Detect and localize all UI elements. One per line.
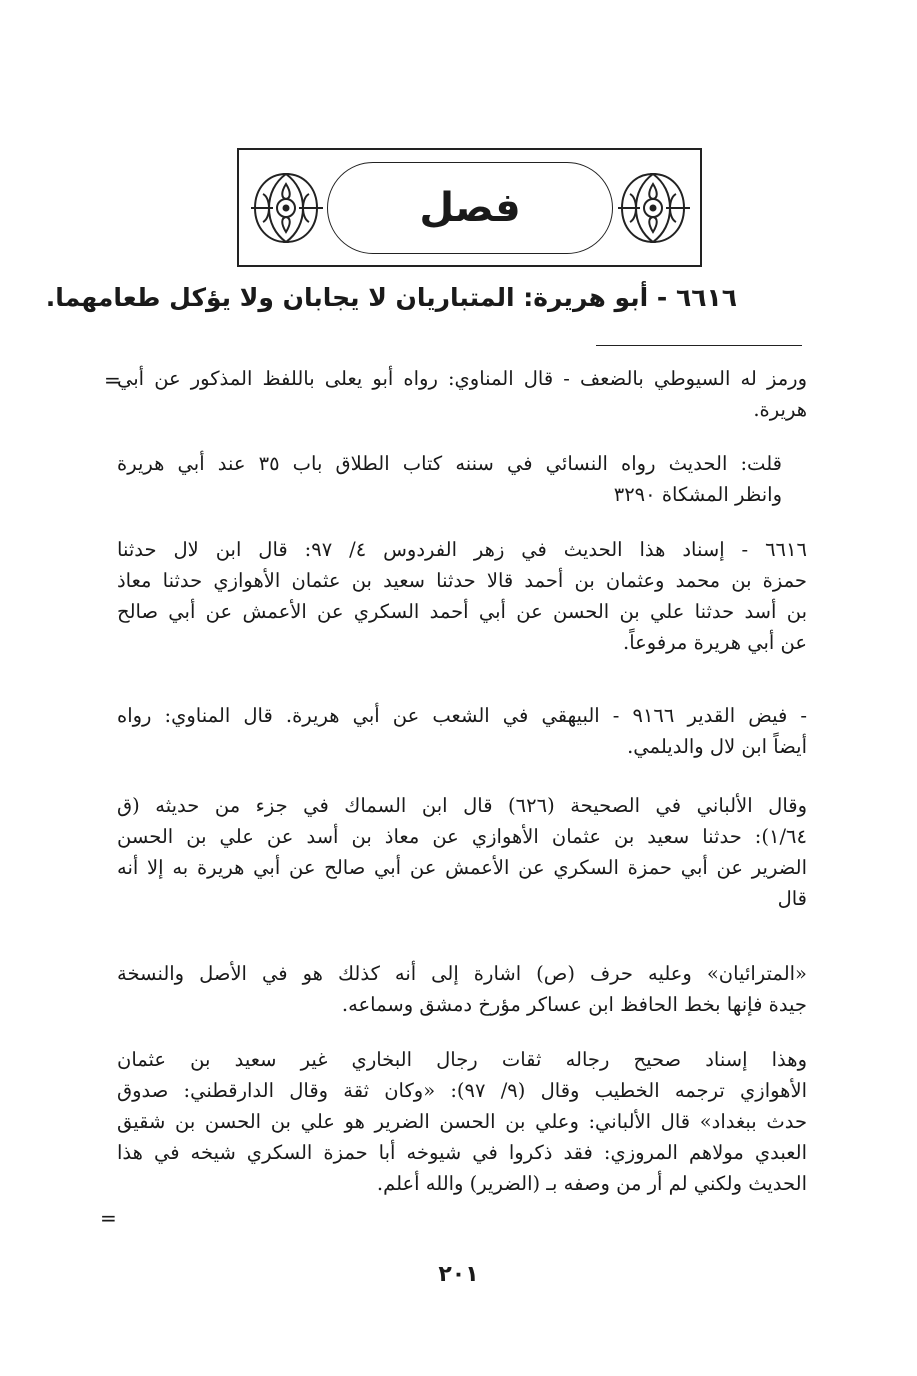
text-line: ٦٦١٦ - إسناد هذا الحديث في زهر الفردوس ٤/ ٩٧: قال ابن لال حدثنا — [117, 538, 807, 561]
text-line: الضرير عن أبي حمزة السكري عن الأعمش عن أبي صالح عن أبي هريرة به إلا أنه — [117, 856, 807, 879]
arabesque-ornament-right-icon — [610, 164, 696, 252]
text-line: أيضاً ابن لال والديلمي. — [627, 735, 807, 758]
text-line: حمزة بن محمد وعثمان بن أحمد قالا حدثنا سعيد بن عثمان الأهوازي حدثنا معاذ — [117, 569, 807, 592]
footnote-paragraph-2 — [117, 448, 782, 510]
section-title: فصل — [419, 185, 521, 231]
text-line: جيدة فإنها بخط الحافظ ابن عساكر مؤرخ دمشق وسماعه. — [341, 993, 807, 1016]
footnote-paragraph-4 — [117, 700, 807, 762]
footnote-paragraph-7 — [117, 1044, 807, 1199]
footnote-paragraph-5 — [117, 790, 807, 914]
text-line: - فيض القدير ٩١٦٦ - البيهقي في الشعب عن أبي هريرة. قال المناوي: رواه — [117, 704, 807, 727]
text-line: ورمز له السيوطي بالضعف - قال المناوي: رواه أبو يعلى باللفظ المذكور عن أبي — [117, 367, 807, 390]
text-line: قلت: الحديث رواه النسائي في سننه كتاب الطلاق باب ٣٥ عند أبي هريرة — [117, 452, 782, 475]
footnote-paragraph-6 — [117, 958, 807, 1020]
text-line: ١/٦٤): حدثنا سعيد بن عثمان الأهوازي عن معاذ بن أسد عن علي بن الحسن — [117, 825, 807, 848]
section-frame — [237, 148, 702, 267]
text-line: وهذا إسناد صحيح رجاله ثقات رجال البخاري غير سعيد بن عثمان — [117, 1048, 807, 1071]
text-line: قال — [777, 887, 807, 910]
footnote-paragraph-3 — [117, 534, 807, 658]
section-title-cartouche — [327, 162, 613, 254]
text-line: «المترائيان» وعليه حرف (ص) اشارة إلى أنه كذلك هو في الأصل والنسخة — [117, 962, 807, 985]
text-line: العبدي مولاهم المروزي: فقد ذكروا في شيوخه أبا حمزة السكري شيخه في هذا — [117, 1141, 807, 1164]
text-line: عن أبي هريرة مرفوعاً. — [623, 631, 807, 654]
text-line: بن أسد حدثنا علي بن الحسن عن أبي أحمد السكري عن الأعمش عن أبي صالح — [117, 600, 807, 623]
hadith-heading: ٦٦١٦ - أبو هريرة: المتباريان لا يجابان ولا يؤكل طعامهما. — [45, 283, 737, 312]
footnote-separator — [596, 345, 802, 346]
text-line: وقال الألباني في الصحيحة (٦٢٦) قال ابن السماك في جزء من حديثه (ق — [117, 794, 807, 817]
continuation-mark-bottom: = — [100, 1206, 117, 1230]
text-line: هريرة. — [753, 398, 807, 421]
continuation-mark-top: = — [104, 368, 121, 392]
text-line: الحديث ولكني لم أر من وصفه بـ (الضرير) والله أعلم. — [376, 1172, 807, 1195]
text-line: حدث ببغداد» قال الألباني: وعلي بن الحسن الضرير هو علي بن الحسن بن شقيق — [117, 1110, 807, 1133]
page-number: ٢٠١ — [438, 1262, 479, 1287]
text-line: الأهوازي ترجمه الخطيب وقال (٩/ ٩٧): «وكان ثقة وقال الدارقطني: صدوق — [117, 1079, 808, 1102]
footnote-paragraph-1 — [117, 363, 807, 425]
text-line: وانظر المشكاة ٣٢٩٠ — [613, 483, 782, 506]
arabesque-ornament-left-icon — [243, 164, 329, 252]
